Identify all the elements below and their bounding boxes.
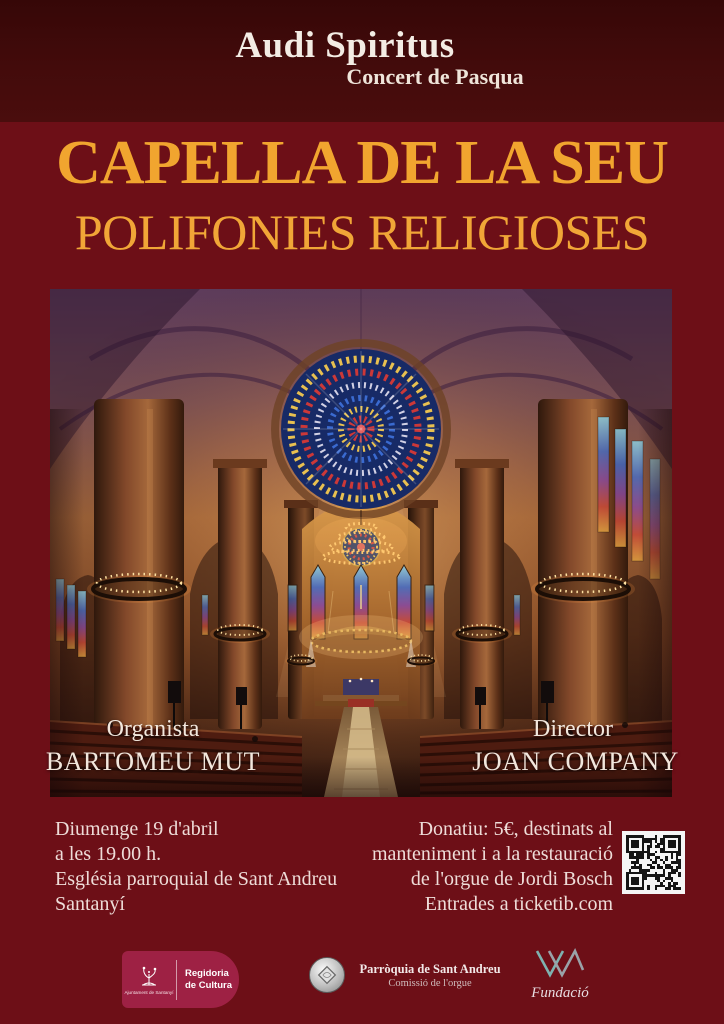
qr-code-grid (626, 835, 681, 890)
donation-info (372, 817, 613, 917)
main-title: CAPELLA DE LA SEU (56, 129, 668, 197)
fundacio-w-icon (534, 946, 586, 978)
parroquia-seal-icon (309, 957, 345, 993)
regidoria-label: Regidoria de Cultura (185, 968, 232, 991)
fundacio-label: Fundació (531, 985, 589, 1001)
rose-window (275, 343, 447, 515)
director-name: JOAN COMPANY (472, 747, 679, 776)
header-band (0, 0, 724, 122)
event-info (55, 817, 337, 917)
poster-header-title: Audi Spiritus (235, 25, 455, 66)
seal-diamond-icon (312, 960, 342, 990)
ajuntament-badge (122, 951, 239, 1008)
donation-line-2: manteniment i a la restauració (371, 843, 613, 865)
parroquia-subtitle: Comissió de l'orgue (388, 978, 472, 989)
ajuntament-name: Ajuntament de Santanyí (124, 990, 174, 995)
donation-line-3: de l'orgue de Jordi Bosch (410, 868, 613, 890)
director-label: Director (533, 716, 613, 742)
parroquia-name: Parròquia de Sant Andreu (359, 962, 501, 976)
organista-label: Organista (106, 716, 200, 742)
poster-header-subtitle: Concert de Pasqua (346, 64, 524, 89)
parroquia-text (350, 962, 510, 989)
tickets-line: Entrades a ticketib.com (424, 893, 613, 915)
event-venue: Església parroquial de Sant Andreu (55, 868, 338, 890)
event-town: Santanyí (55, 893, 125, 915)
event-date: Diumenge 19 d'abril (55, 818, 219, 840)
ajuntament-crest-icon (136, 964, 162, 988)
fundacio-logo (512, 946, 608, 1002)
rose-spokes (283, 351, 439, 507)
event-time: a les 19.00 h. (55, 843, 162, 865)
organista-name: BARTOMEU MUT (45, 747, 261, 776)
qr-code (622, 831, 685, 894)
main-subtitle: POLIFONIES RELIGIOSES (74, 204, 650, 260)
donation-line-1: Donatiu: 5€, destinats al (418, 818, 613, 840)
ajuntament-crest (122, 964, 176, 995)
